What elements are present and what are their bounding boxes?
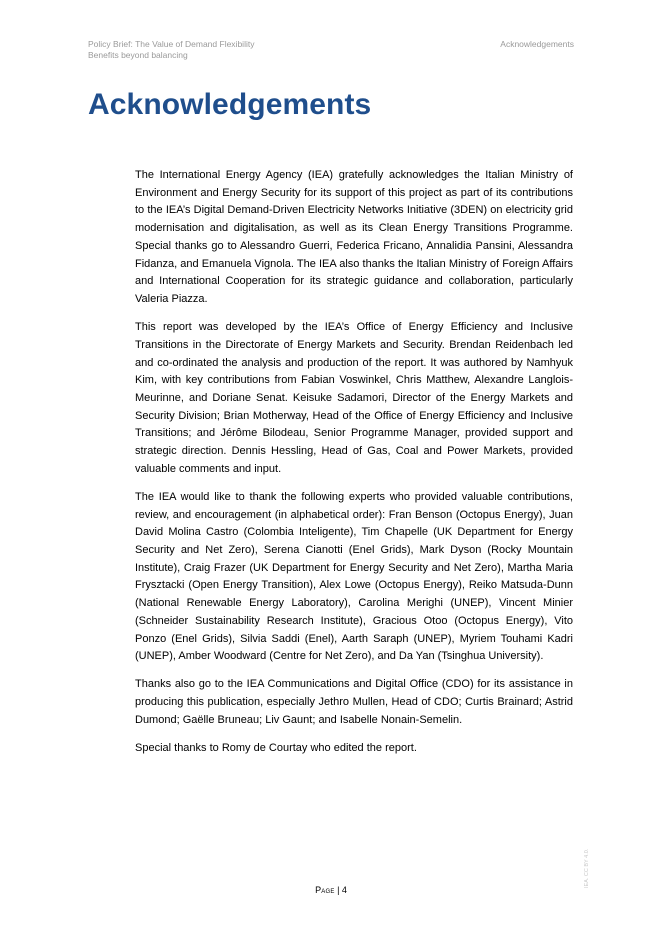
page-separator: | — [334, 885, 342, 895]
page-title: Acknowledgements — [88, 88, 372, 121]
report-subtitle: Benefits beyond balancing — [88, 50, 188, 60]
page-label: Page — [315, 885, 335, 895]
acknowledgements-body — [135, 167, 573, 768]
paragraph-ministry-support: The International Energy Agency (IEA) gratefully acknowledges the Italian Ministry of Environment and Energy Security for its support of this project as part of its contributions to the IEA’s Digital Demand-Driven Electricity Networks Initiative (3DEN) on electricity grid modernisation and digitalisation, as well as its Clean Energy Transitions Programme. Special thanks go to Alessandro Guerri, Federica Fricano, Annalidia Pansini, Alessandra Fidanza, and Emanuela Vignola. The IEA also thanks the Italian Ministry of Foreign Affairs and International Cooperation for its strategic guidance and collaboration, particularly Valeria Piazza. — [135, 169, 573, 305]
page-number: 4 — [341, 885, 347, 895]
paragraph-communications: Thanks also go to the IEA Communications and Digital Office (CDO) for its assistance in producing this publication, especially Jethro Mullen, Head of CDO; Curtis Brainard; Astrid Dumond; Gaëlle Bruneau; Liv Gaunt; and Isabelle Nonain-Semelin. — [135, 678, 573, 726]
license-notice: IEA. CC BY 4.0. — [584, 848, 590, 888]
paragraph-authors: This report was developed by the IEA’s Office of Energy Efficiency and Inclusive Transitions in the Directorate of Energy Markets and Security. Brendan Reidenbach led and co-ordinated the analysis and production of the report. It was authored by Namhyuk Kim, with key contributions from Fabian Voswinkel, Chris Matthew, Alexandre Langlois-Meurinne, and Doriane Senat. Keisuke Sadamori, Director of the Energy Markets and Security Division; Brian Motherway, Head of the Office of Energy Efficiency and Inclusive Transitions; and Jérôme Bilodeau, Senior Programme Manager, provided support and strategic direction. Dennis Hessling, Head of Gas, Coal and Power Markets, provided valuable comments and input. — [135, 321, 573, 475]
paragraph-editor: Special thanks to Romy de Courtay who edited the report. — [135, 742, 417, 755]
report-title: Policy Brief: The Value of Demand Flexibility — [88, 39, 255, 49]
paragraph-experts: The IEA would like to thank the following experts who provided valuable contributions, review, and encouragement (in alphabetical order): Fran Benson (Octopus Energy), Juan David Molina Castro (Colombia Inteligente), Tim Chapelle (UK Department for Energy Security and Net Zero), Serena Cianotti (Enel Grids), Mark Dyson (Rocky Mountain Institute), Craig Frazer (UK Department for Energy Security and Net Zero), Martha Maria Frysztacki (Open Energy Transition), Alex Lowe (Octopus Energy), Reiko Matsuda-Dunn (National Renewable Energy Laboratory), Carolina Merighi (UNEP), Vincent Minier (Schneider Sustainability Research Institute), Gracious Otoo (Octopus Energy), Vito Ponzo (Enel Grids), Silvia Saddi (Enel), Aarth Saraph (UNEP), Myriem Touhami Kadri (UNEP), Amber Woodward (Centre for Net Zero), and Da Yan (Tsinghua University). — [135, 490, 573, 663]
page-footer — [0, 884, 662, 896]
running-header-section: Acknowledgements — [500, 39, 574, 49]
running-header-left — [88, 39, 254, 61]
